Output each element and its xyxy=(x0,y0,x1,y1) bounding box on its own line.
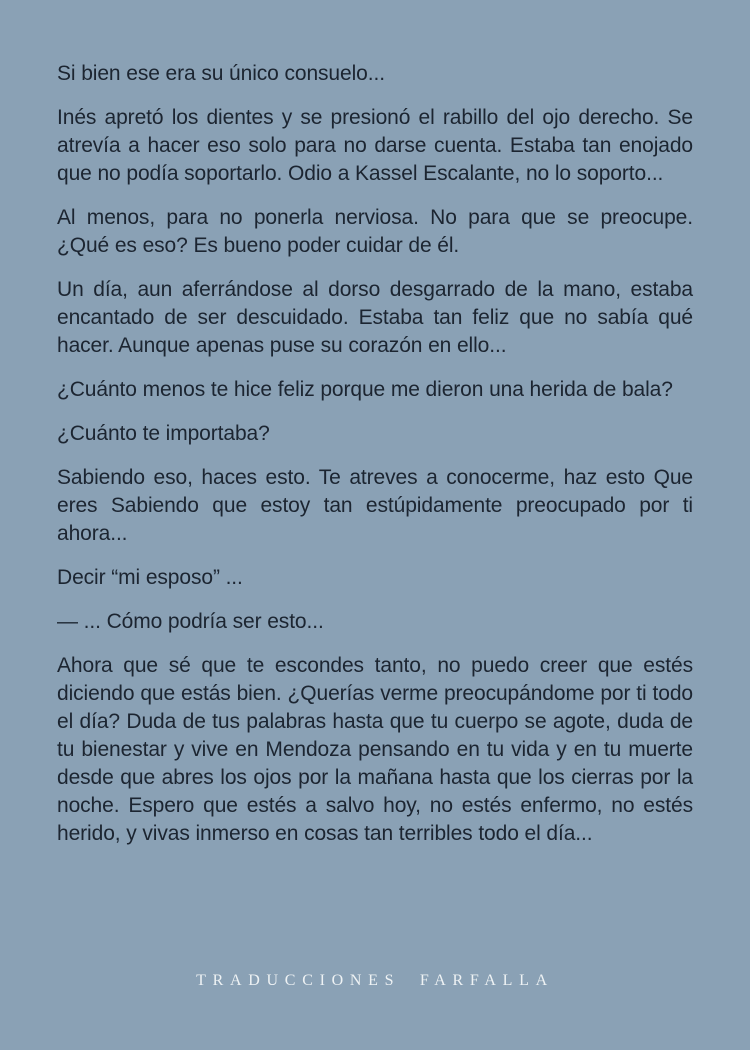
paragraph-4: Un día, aun aferrándose al dorso desgarrado de la mano, estaba encantado de ser descuidado. Estaba tan feliz que no sabía qué hacer. Aunque apenas puse su corazón en ello... xyxy=(57,278,693,357)
paragraph-5: ¿Cuánto menos te hice feliz porque me dieron una herida de bala? xyxy=(57,378,673,401)
paragraph-2: Inés apretó los dientes y se presionó el rabillo del ojo derecho. Se atrevía a hacer eso solo para no darse cuenta. Estaba tan enojado que no podía soportarlo. Odio a Kassel Escalante, no lo soporto... xyxy=(57,106,693,185)
paragraph-8: Decir “mi esposo” ... xyxy=(57,566,243,589)
translator-credit: TRADUCCIONES FARFALLA xyxy=(196,972,554,989)
paragraph-10: Ahora que sé que te escondes tanto, no puedo creer que estés diciendo que estás bien. ¿Querías verme preocupándome por ti todo el día? Duda de tus palabras hasta que tu cuerpo se agote, duda de tu bienestar y vive en Mendoza pensando en tu vida y en tu muerte desde que abres los ojos por la mañana hasta que los cierras por la noche. Espero que estés a salvo hoy, no estés enfermo, no estés herido, y vivas inmerso en cosas tan terribles todo el día... xyxy=(57,654,693,845)
paragraph-1: Si bien ese era su único consuelo... xyxy=(57,62,385,85)
paragraph-6: ¿Cuánto te importaba? xyxy=(57,422,270,445)
paragraph-3: Al menos, para no ponerla nerviosa. No para que se preocupe. ¿Qué es eso? Es bueno poder cuidar de él. xyxy=(57,206,693,257)
paragraph-7: Sabiendo eso, haces esto. Te atreves a conocerme, haz esto Que eres Sabiendo que estoy tan estúpidamente preocupado por ti ahora... xyxy=(57,466,693,545)
paragraph-9: — ... Cómo podría ser esto... xyxy=(57,610,324,633)
